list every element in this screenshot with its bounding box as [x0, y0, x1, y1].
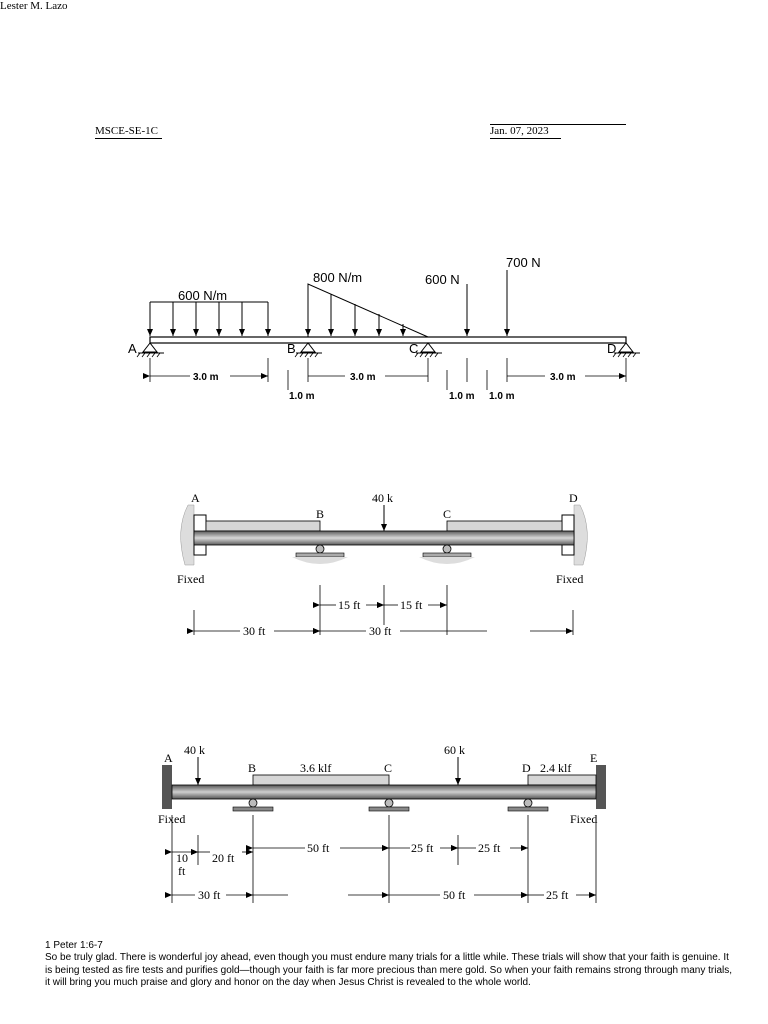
dim-30ft: 30 ft [198, 888, 221, 902]
beam-diagram-3 [0, 735, 768, 915]
roller-support-c [369, 799, 409, 811]
label-c: C [384, 761, 393, 775]
dim-15ft-b: 15 ft [400, 598, 423, 612]
dim-30ft-a: 30 ft [243, 624, 266, 638]
beam-diagram-2 [0, 485, 768, 655]
load-600-point: 600 N [425, 272, 460, 287]
label-d: D [607, 341, 617, 356]
dim-1m-c: 1.0 m [489, 391, 515, 402]
date: Jan. 07, 2023 [490, 125, 561, 139]
beam [150, 337, 626, 343]
dim-3m-a: 3.0 m [193, 372, 219, 383]
dim-1m-a: 1.0 m [289, 391, 315, 402]
label-b: B [316, 507, 325, 521]
roller-support-d [508, 799, 548, 811]
roller-support-b [233, 799, 273, 811]
load-pad-ab [206, 521, 320, 531]
beam [172, 785, 596, 799]
dim-25ft-b: 25 ft [478, 841, 501, 855]
wall-left [162, 765, 172, 809]
label-a: A [164, 751, 173, 765]
wall-right [574, 505, 587, 565]
load-pad-cd [447, 521, 562, 531]
fixed-right: Fixed [556, 572, 584, 586]
label-a: A [128, 341, 137, 356]
load-40k: 40 k [372, 491, 393, 505]
load-700-point: 700 N [506, 255, 541, 270]
label-b: B [248, 761, 257, 775]
course-code: MSCE-SE-1C [95, 125, 162, 139]
dim-30ft-b: 30 ft [369, 624, 392, 638]
verse-reference: 1 Peter 1:6-7 [45, 940, 103, 951]
roller-support-c [419, 545, 475, 564]
support-b [295, 343, 322, 357]
dim-50ft-a: 50 ft [307, 841, 330, 855]
author-name: Lester M. Lazo [0, 0, 68, 12]
wall-left [181, 505, 194, 565]
dim-1m-b: 1.0 m [449, 391, 475, 402]
dim-3m-b: 3.0 m [350, 372, 376, 383]
udl-pad-3-6 [253, 775, 389, 785]
label-e: E [590, 751, 598, 765]
dim-15ft-a: 15 ft [338, 598, 361, 612]
label-b: B [287, 341, 296, 356]
fixed-left: Fixed [177, 572, 205, 586]
dim-3m-c: 3.0 m [550, 372, 576, 383]
udl-600 [150, 302, 268, 336]
udl-2-4-klf: 2.4 klf [540, 761, 572, 775]
dim-25ft-c: 25 ft [546, 888, 569, 902]
fixed-right: Fixed [570, 812, 598, 826]
load-40k: 40 k [184, 743, 205, 757]
dim-10-unit: ft [178, 864, 186, 878]
label-c: C [409, 341, 419, 356]
label-d: D [522, 761, 531, 775]
load-600-udl: 600 N/m [178, 288, 228, 303]
bible-verse [45, 940, 735, 990]
support-a [137, 343, 164, 357]
dim-50ft-b: 50 ft [443, 888, 466, 902]
beam-diagram-1 [0, 240, 768, 410]
wall-right [596, 765, 606, 809]
dim-20ft: 20 ft [212, 851, 235, 865]
dim-10: 10 [176, 851, 188, 865]
label-a: A [191, 491, 200, 505]
support-c [415, 343, 442, 357]
fixed-left: Fixed [158, 812, 186, 826]
udl-3-6-klf: 3.6 klf [300, 761, 332, 775]
support-d [613, 343, 640, 357]
load-800-tri: 800 N/m [313, 270, 363, 285]
label-c: C [443, 507, 452, 521]
beam [194, 531, 574, 545]
verse-text: So be truly glad. There is wonderful joy ahead, even though you must endure many trials for a little while. These trials will show that your faith is genuine. It is being tested as fire tests and purifies gold—though your faith is far more precious than mere gold. So when your faith remains strong through many trials, it will bring you much praise and glory and honor on the day when Jesus Christ is revealed to the whole world. [45, 952, 733, 989]
label-d: D [569, 491, 578, 505]
roller-support-b [292, 545, 348, 564]
udl-pad-2-4 [528, 775, 596, 785]
dim-25ft-a: 25 ft [411, 841, 434, 855]
load-60k: 60 k [444, 743, 465, 757]
dimension-lines [172, 815, 596, 903]
triangular-load [308, 284, 428, 337]
